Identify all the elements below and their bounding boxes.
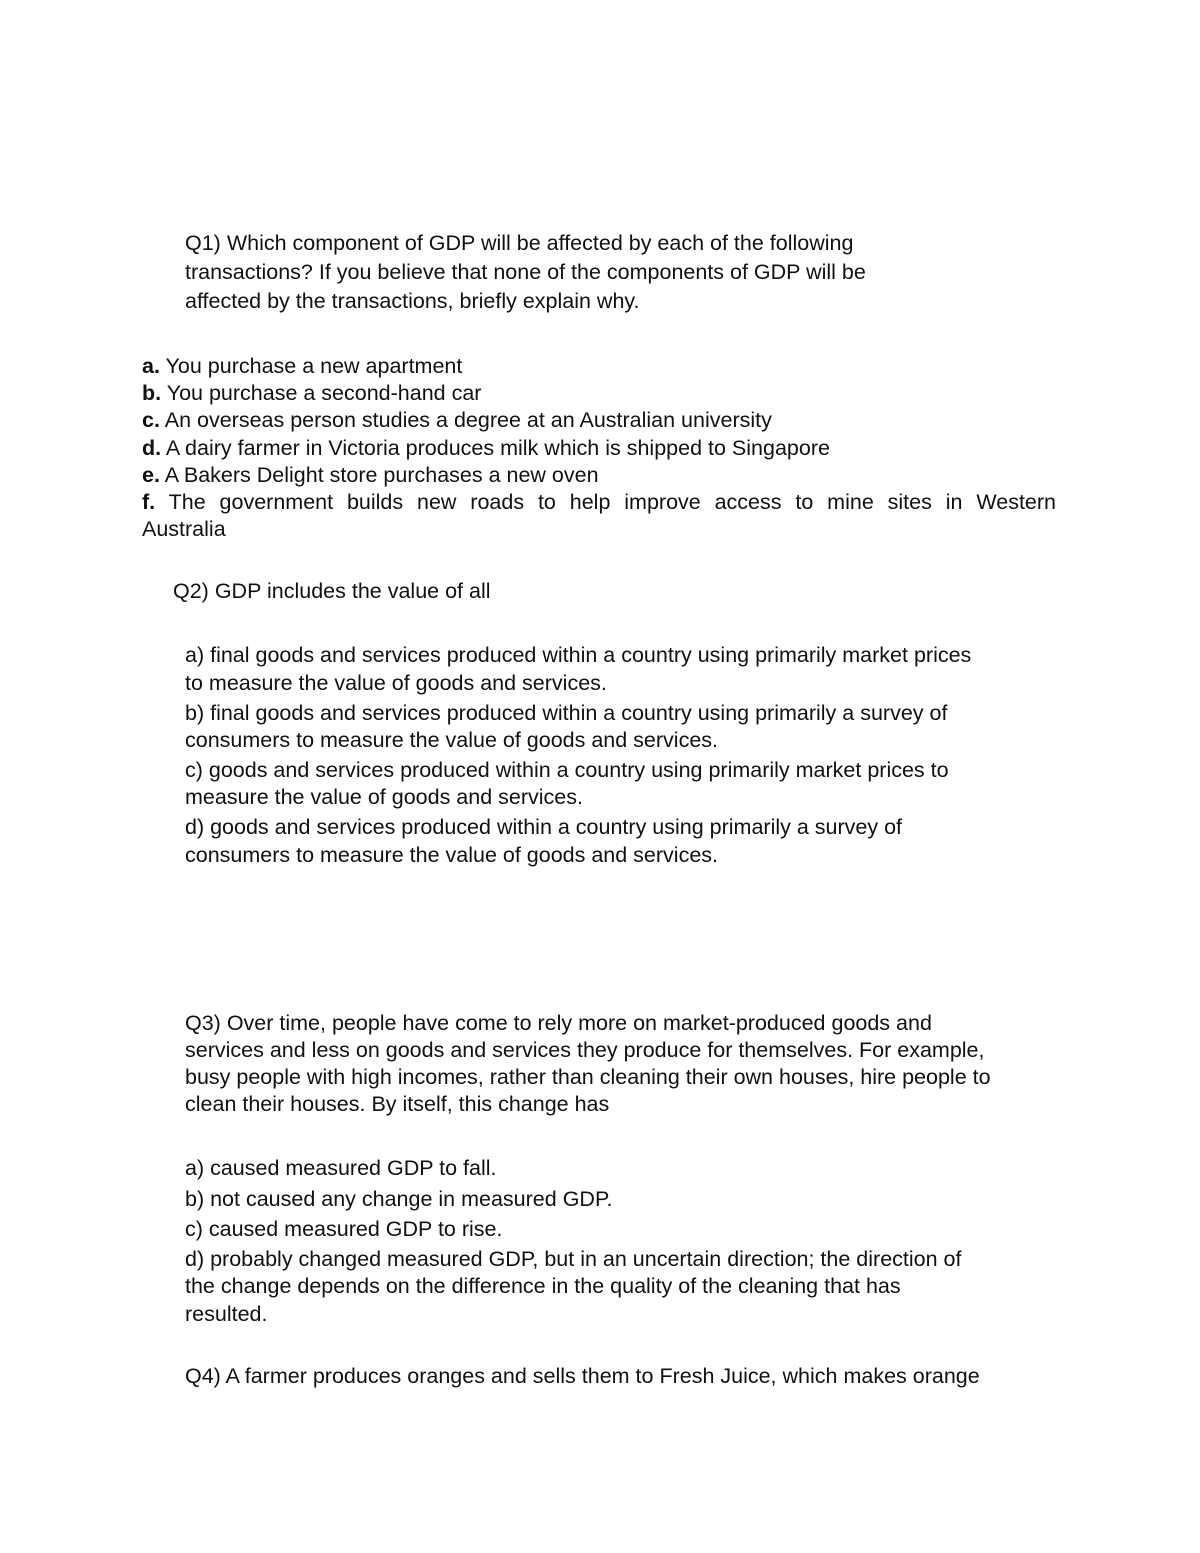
q1-item-c <box>142 410 772 432</box>
q4-line-1: Q4) A farmer produces oranges and sells them to Fresh Juice, which makes orange <box>185 1364 980 1388</box>
q2-option-b-line-1: b) final goods and services produced within a country using primarily a survey of <box>185 701 948 725</box>
q2-option-c-line-1: c) goods and services produced within a country using primarily market prices to <box>185 758 949 782</box>
q1-item-label: a. <box>142 354 160 378</box>
q2-option-c-line-2: measure the value of goods and services. <box>185 785 583 809</box>
q2-option-a-line-2: to measure the value of goods and services. <box>185 671 607 695</box>
q1-line-2: transactions? If you believe that none of the components of GDP will be <box>185 260 866 284</box>
q1-item-text: You purchase a new apartment <box>165 354 463 378</box>
q3-line-2: services and less on goods and services they produce for themselves. For example, <box>185 1038 985 1062</box>
q1-item-text: An overseas person studies a degree at an Australian university <box>164 408 772 432</box>
q3-option-a: a) caused measured GDP to fall. <box>185 1156 497 1180</box>
q3-line-1: Q3) Over time, people have come to rely more on market-produced goods and <box>185 1011 932 1035</box>
q1-item-label: c. <box>142 408 160 432</box>
q2-option-b-line-2: consumers to measure the value of goods and services. <box>185 728 719 752</box>
q3-line-4: clean their houses. By itself, this change has <box>185 1092 610 1116</box>
q1-item-d <box>142 438 830 460</box>
q1-item-label: d. <box>142 436 162 460</box>
q2-stem: Q2) GDP includes the value of all <box>173 579 491 603</box>
q1-item-b <box>142 383 481 405</box>
q1-item-text: A dairy farmer in Victoria produces milk which is shipped to Singapore <box>165 436 830 460</box>
q1-item-text: A Bakers Delight store purchases a new oven <box>164 463 599 487</box>
q1-item-text: The government builds new roads to help improve access to mine sites in Western <box>168 490 1056 514</box>
q3-option-b: b) not caused any change in measured GDP. <box>185 1187 613 1211</box>
q3-option-d-line-2: the change depends on the difference in the quality of the cleaning that has <box>185 1274 901 1298</box>
q3-option-c: c) caused measured GDP to rise. <box>185 1217 503 1241</box>
q1-item-text: You purchase a second-hand car <box>166 381 482 405</box>
q3-option-d-line-1: d) probably changed measured GDP, but in an uncertain direction; the direction of <box>185 1247 962 1271</box>
q1-item-label: b. <box>142 381 162 405</box>
q3-option-d-line-3: resulted. <box>185 1302 268 1326</box>
q2-option-d-line-1: d) goods and services produced within a country using primarily a survey of <box>185 815 903 839</box>
q1-item-a <box>142 356 462 378</box>
q1-item-label: e. <box>142 463 160 487</box>
q2-option-d-line-2: consumers to measure the value of goods and services. <box>185 843 719 867</box>
q1-item-f <box>142 492 1056 514</box>
q1-line-1: Q1) Which component of GDP will be affected by each of the following <box>185 231 854 255</box>
q2-option-a-line-1: a) final goods and services produced within a country using primarily market prices <box>185 643 972 667</box>
q3-line-3: busy people with high incomes, rather than cleaning their own houses, hire people to <box>185 1065 991 1089</box>
q1-item-label: f. <box>142 490 156 514</box>
q1-line-3: affected by the transactions, briefly explain why. <box>185 289 640 313</box>
q1-item-f-continuation: Australia <box>142 517 226 541</box>
q1-item-e <box>142 465 599 487</box>
